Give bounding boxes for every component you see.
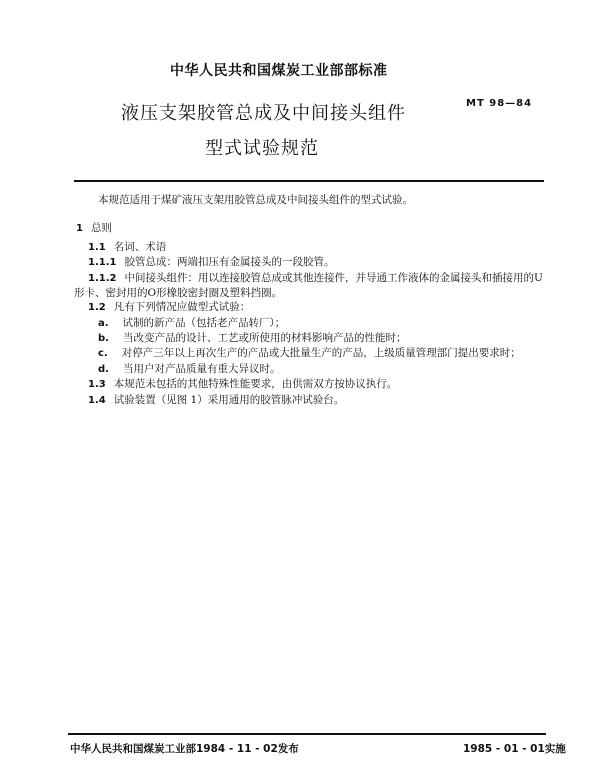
item-label: c. [98, 348, 108, 359]
footer-divider [68, 733, 546, 735]
clause-number: 1.2 [88, 302, 106, 313]
list-item [98, 346, 521, 361]
issuing-organization: 中华人民共和国煤炭工业部部标准 [170, 63, 388, 79]
clause-number: 1.4 [88, 395, 106, 406]
section-1-heading [76, 221, 112, 236]
clause-number: 1.1.2 [88, 273, 117, 284]
scope-statement: 本规范适用于煤矿液压支架用胶管总成及中间接头组件的型式试验。 [98, 194, 413, 206]
header-divider [74, 180, 544, 182]
item-label: d. [98, 364, 109, 375]
item-text: 对停产三年以上再次生产的产品或大批量生产的产品，上级质量管理部门提出要求时； [121, 347, 521, 359]
clause-1-1-2 [88, 271, 543, 286]
clause-1-1 [88, 240, 166, 255]
clause-number: 1.1 [88, 242, 106, 253]
list-item [98, 362, 280, 377]
item-label: a. [98, 318, 109, 329]
section-title: 总则 [90, 222, 112, 234]
item-label: b. [98, 333, 109, 344]
implementation-date-note: 1985 - 01 - 01实施 [463, 743, 566, 755]
clause-text: 中间接头组件：用以连接胶管总成或其他连接件，并导通工作液体的金属接头和插接用的U [124, 272, 543, 284]
section-number: 1 [76, 223, 83, 234]
item-text: 当改变产品的设计、工艺或所使用的材料影响产品的性能时； [122, 332, 407, 344]
item-text: 当用户对产品质量有重大异议时。 [122, 363, 281, 375]
clause-number: 1.3 [88, 379, 106, 390]
clause-1-1-1 [88, 255, 334, 270]
clause-1-1-2-continuation: 形卡、密封用的O形橡胶密封圈及塑料挡圈。 [74, 287, 283, 299]
standard-number: MT 98—84 [466, 98, 533, 109]
clause-1-3 [88, 377, 397, 392]
clause-text: 凡有下列情况应做型式试验： [113, 301, 251, 313]
list-item [98, 331, 406, 346]
clause-number: 1.1.1 [88, 257, 117, 268]
document-title-line2: 型式试验规范 [205, 138, 319, 159]
clause-text: 本规范未包括的其他特殊性能要求，由供需双方按协议执行。 [113, 378, 398, 390]
clause-1-4 [88, 393, 344, 408]
item-text: 试制的新产品（包括老产品转厂）； [122, 317, 286, 329]
list-item [98, 316, 285, 331]
document-title-line1: 液压支架胶管总成及中间接头组件 [121, 103, 406, 124]
clause-1-2 [88, 300, 250, 315]
clause-text: 名词、术语 [113, 241, 167, 253]
clause-text: 胶管总成：两端扣压有金属接头的一段胶管。 [124, 256, 335, 268]
clause-text: 试验装置（见图 1）采用通用的胶管脉冲试验台。 [113, 394, 345, 406]
issue-date-note: 中华人民共和国煤炭工业部1984 - 11 - 02发布 [70, 743, 299, 755]
